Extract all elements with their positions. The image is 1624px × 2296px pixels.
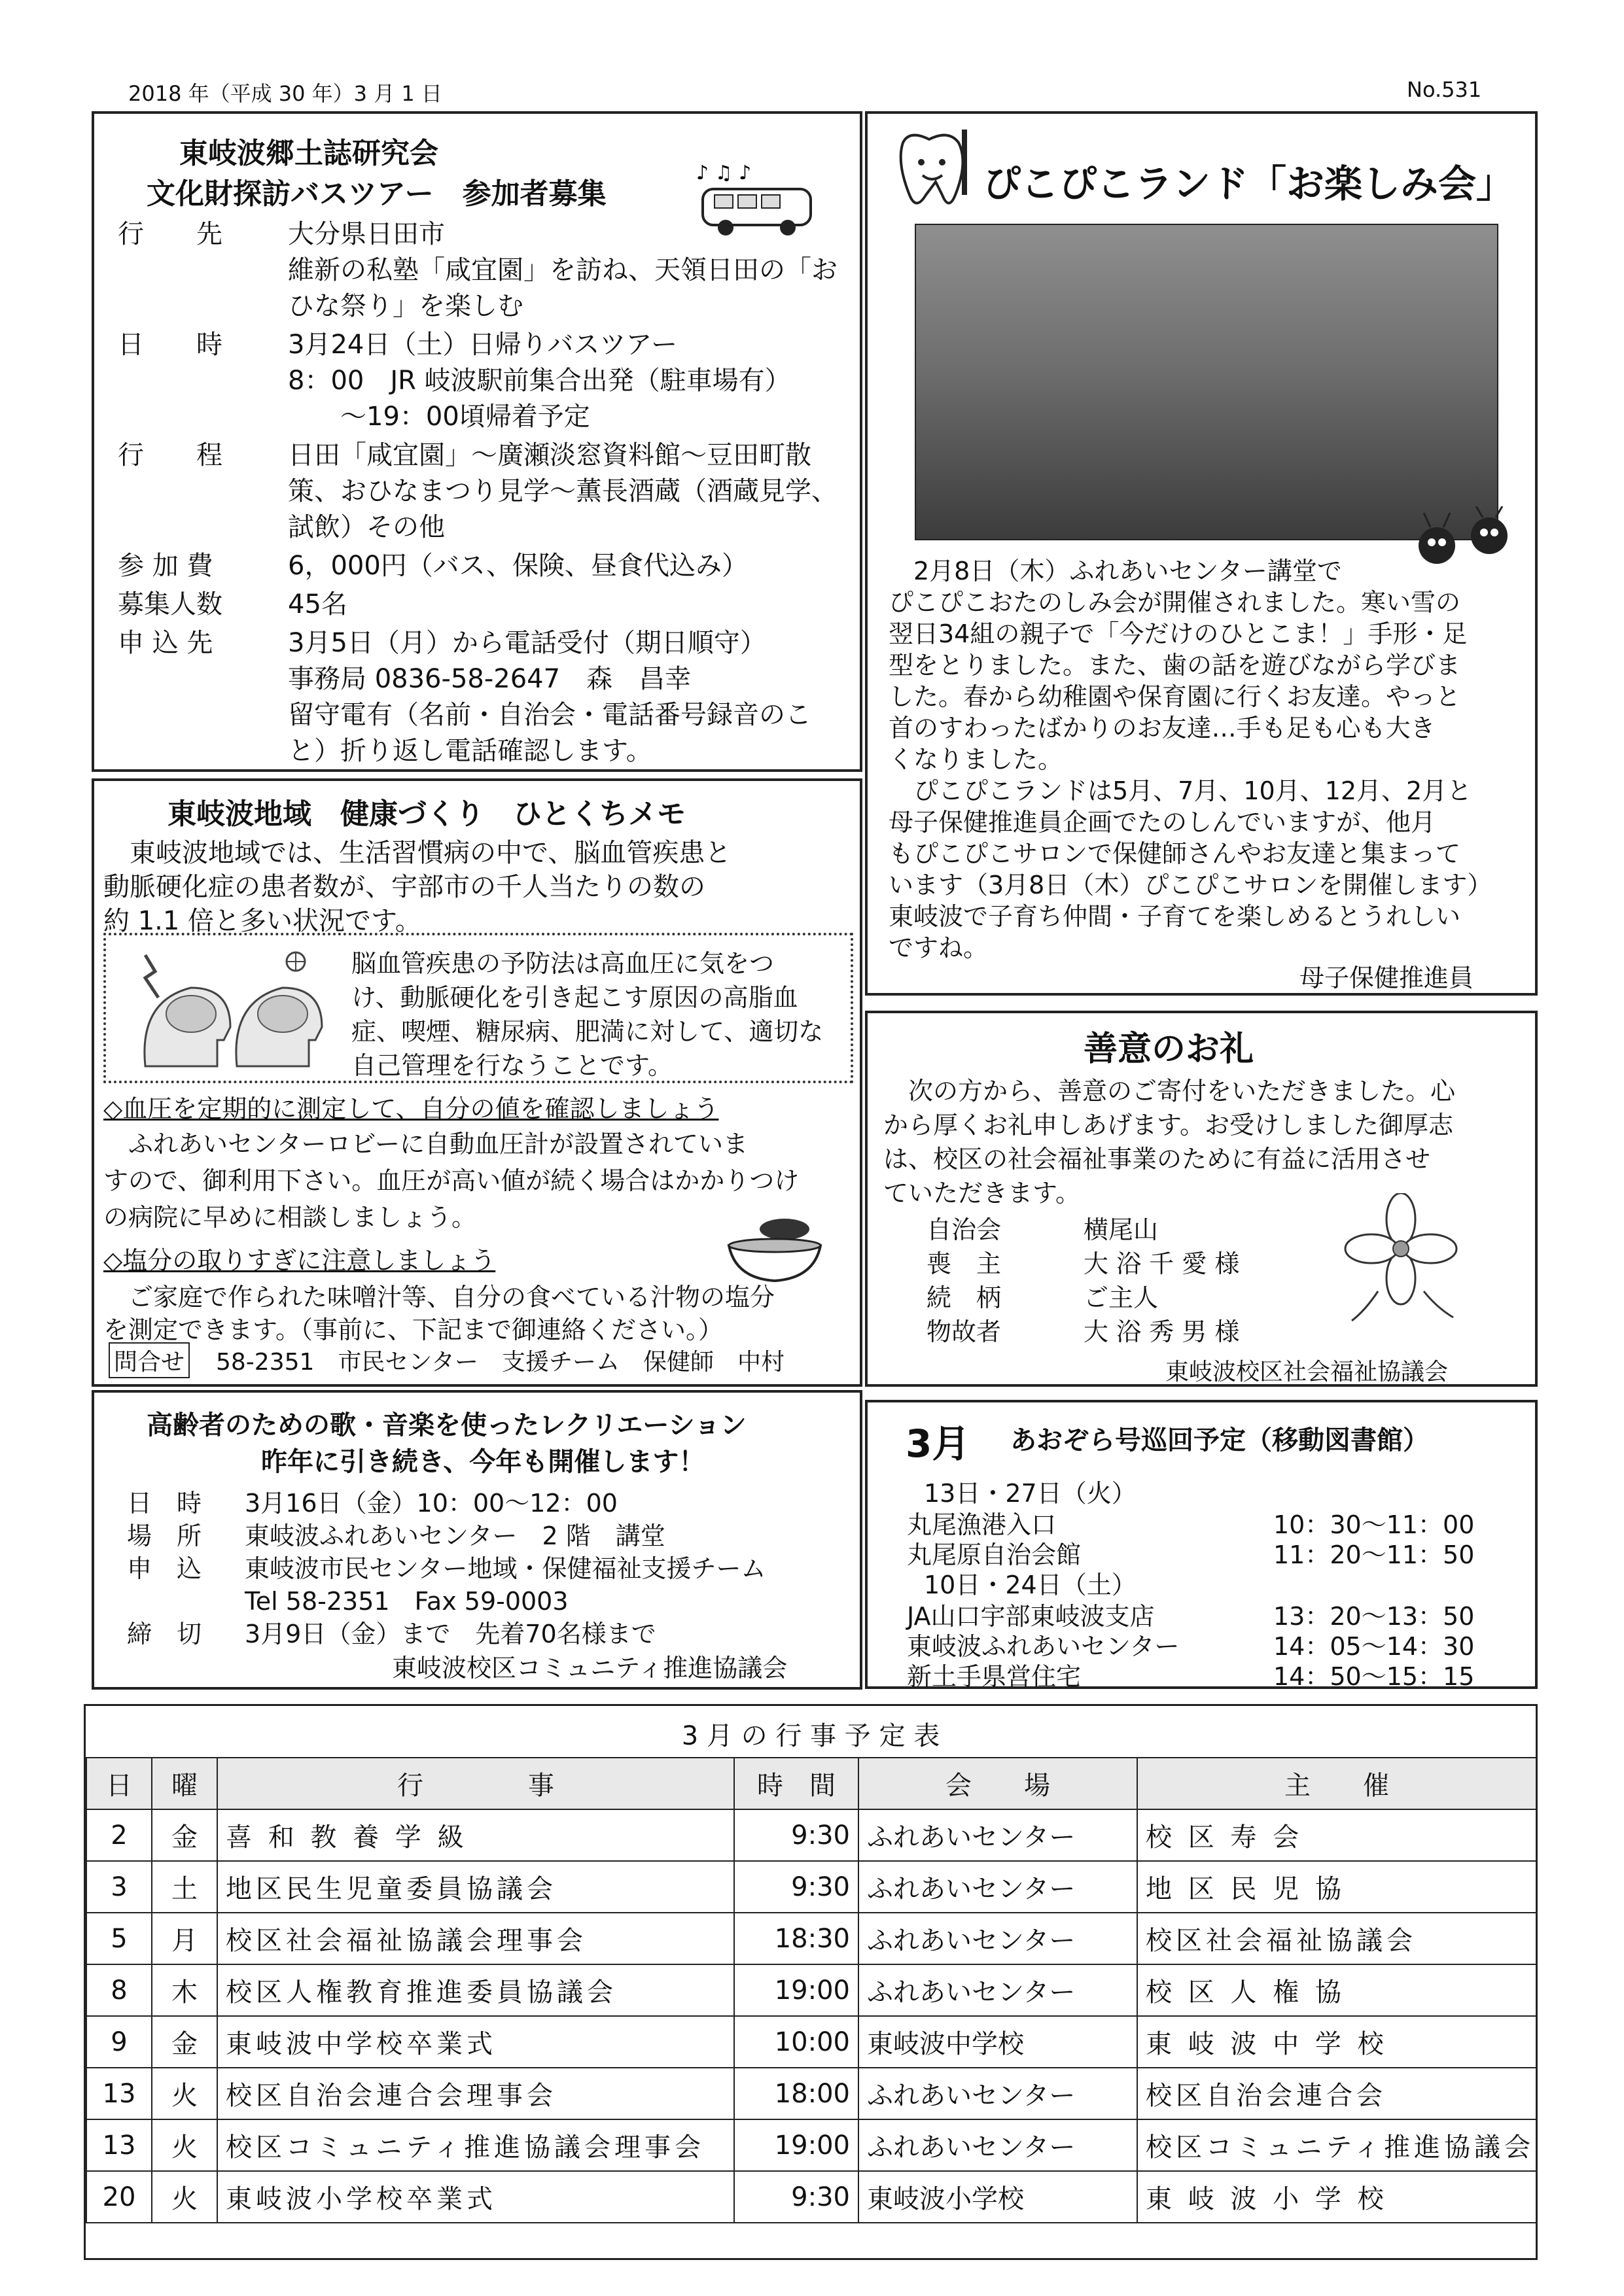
donor-row-value: 横尾山: [1084, 1215, 1159, 1244]
schedule-weekday-cell: 火: [152, 2171, 217, 2223]
schedule-time-cell: 18:30: [734, 1913, 858, 1964]
schedule-day-cell: 8: [86, 1964, 152, 2016]
recreation-row-label: 日 時: [127, 1489, 202, 1518]
recreation-row-label: 締 切: [127, 1620, 202, 1648]
schedule-weekday-cell: 火: [152, 2068, 217, 2119]
donor-row-value: 大 浴 秀 男 様: [1084, 1317, 1240, 1346]
schedule-day-cell: 2: [86, 1809, 152, 1861]
schedule-event-cell: 校区コミュニティ推進協議会理事会: [217, 2119, 734, 2171]
schedule-day-cell: 20: [86, 2171, 152, 2223]
donor-row-value: 大 浴 千 愛 様: [1084, 1249, 1240, 1278]
bus-tour-row-label: 日 時: [118, 330, 222, 360]
goodwill-body-line: は、校区の社会福祉事業のために有益に活用させ: [883, 1145, 1431, 1174]
library-stop-place: 新土手県営住宅: [907, 1662, 1082, 1691]
bus-tour-row-text: 事務局 0836-58-2647 森 昌幸: [288, 664, 692, 694]
schedule-time-cell: 9:30: [734, 2171, 858, 2223]
health-intro-line: 東岐波地域では、生活習慣病の中で、脳血管疾患と: [103, 838, 732, 868]
schedule-time-cell: 9:30: [734, 1809, 858, 1861]
miso-soup-bowl-icon: [722, 1213, 827, 1285]
bus-tour-row-text: 日田「咸宜園」～廣瀬淡窓資料館～豆田町散: [288, 440, 811, 470]
pikopiko-signature: 母子保健推進員: [1299, 964, 1474, 992]
schedule-host-cell: 校区自治会連合会: [1137, 2068, 1536, 2119]
col-header-event: 行 事: [217, 1758, 734, 1809]
event-photo: [915, 224, 1498, 540]
bp-heading: ◇血圧を定期的に測定して、自分の値を確認しましょう: [103, 1094, 719, 1123]
contact-text: 58-2351 市民センター 支援チーム 保健師 中村: [216, 1349, 785, 1376]
schedule-venue-cell: ふれあいセンター: [858, 2068, 1137, 2119]
health-highlight-line: 自己管理を行なうことです。: [351, 1051, 673, 1080]
mobile-library-box: [865, 1400, 1538, 1689]
schedule-title: 3 月 の 行 事 予 定 表: [681, 1721, 940, 1751]
donor-row-label: 喪 主: [927, 1249, 1002, 1278]
library-stop-time: 11：20～11：50: [1273, 1540, 1475, 1569]
pikopiko-title: ぴこぴこランド「お楽しみ会」: [983, 162, 1515, 206]
schedule-venue-cell: ふれあいセンター: [858, 1913, 1137, 1964]
library-stop-place: 丸尾原自治会館: [907, 1540, 1082, 1569]
goodwill-body-line: ていただきます。: [883, 1179, 1080, 1208]
recreation-row-value: 3月16日（金）10：00～12：00: [245, 1489, 618, 1518]
schedule-row: [86, 2068, 1536, 2119]
pikopiko-body-line: います（3月8日（木）ぴこぴこサロンを開催します）: [889, 871, 1492, 899]
pikopiko-body-line: 2月8日（木）ふれあいセンター講堂で: [889, 557, 1342, 585]
schedule-row: [86, 1809, 1536, 1861]
pikopiko-body-line: もぴこぴこサロンで保健師さんやお友達と集まって: [889, 839, 1461, 868]
schedule-venue-cell: ふれあいセンター: [858, 2119, 1137, 2171]
bus-tour-row-text: 8：00 JR 岐波駅前集合出発（駐車場有）: [288, 366, 791, 396]
bus-tour-row-text: 45名: [288, 589, 347, 619]
donor-row-label: 物故者: [927, 1317, 1002, 1346]
svg-text:♪ ♫ ♪: ♪ ♫ ♪: [696, 162, 752, 184]
recreation-box: [92, 1390, 862, 1690]
schedule-host-cell: 東 岐 波 中 学 校: [1137, 2016, 1536, 2068]
health-highlight-line: け、動脈硬化を引き起こす原因の高脂血: [351, 983, 798, 1012]
goodwill-body-line: から厚くお礼申しあげます。お受けしました御厚志: [883, 1111, 1453, 1139]
library-stop-time: 14：05～14：30: [1273, 1632, 1475, 1661]
pikopiko-body-line: ですね。: [889, 933, 989, 962]
schedule-day-cell: 5: [86, 1913, 152, 1964]
library-date: 13日・27日（火）: [924, 1479, 1137, 1508]
library-date: 10日・24日（土）: [924, 1571, 1137, 1599]
bus-tour-row-text: ～19：00頃帰着予定: [288, 402, 590, 432]
bus-tour-row-text: 留守電有（名前・自治会・電話番号録音のこ: [288, 700, 811, 730]
pikopiko-body-line: 型をとりました。また、歯の話を遊びながら学びま: [889, 651, 1461, 680]
health-highlight-line: 症、喫煙、糖尿病、肥満に対して、適切な: [351, 1017, 824, 1046]
bus-tour-row-text: と）折り返し電話確認します。: [288, 736, 652, 766]
schedule-header-row: [86, 1758, 1536, 1809]
bus-tour-row-text: 3月5日（月）から電話受付（期日順守）: [288, 628, 766, 658]
schedule-venue-cell: ふれあいセンター: [858, 1861, 1137, 1913]
schedule-day-cell: 3: [86, 1861, 152, 1913]
health-highlight-box: [103, 933, 853, 1083]
salt-body-line: ご家庭で作られた味噌汁等、自分の食べている汁物の塩分: [103, 1283, 775, 1312]
schedule-row: [86, 2119, 1536, 2171]
schedule-event-cell: 地区民生児童委員協議会: [217, 1861, 734, 1913]
recreation-row-value: 東岐波ふれあいセンター 2 階 講堂: [245, 1522, 665, 1550]
bus-tour-row-label: 参 加 費: [118, 551, 213, 581]
schedule-row: [86, 2171, 1536, 2223]
schedule-weekday-cell: 木: [152, 1964, 217, 2016]
pikopiko-box: [865, 111, 1538, 996]
salt-heading: ◇塩分の取りすぎに注意しましょう: [103, 1246, 496, 1275]
pikopiko-body-line: ぴこぴこランドは5月、7月、10月、12月、2月と: [889, 776, 1472, 805]
library-stop-place: JA山口宇部東岐波支店: [907, 1602, 1155, 1631]
schedule-host-cell: 校区社会福祉協議会: [1137, 1913, 1536, 1964]
bus-tour-row-label: 行 先: [118, 219, 222, 249]
schedule-venue-cell: ふれあいセンター: [858, 1964, 1137, 2016]
pikopiko-body-line: 翌日34組の親子で「今だけのひとこま！」手形・足: [889, 619, 1468, 648]
schedule-row: [86, 1913, 1536, 1964]
bus-tour-row-label: 行 程: [118, 440, 222, 470]
recreation-row-label: 申 込: [127, 1554, 202, 1583]
bus-tour-row-label: 申 込 先: [118, 628, 213, 658]
col-header-time: 時 間: [734, 1758, 858, 1809]
goodwill-box: [865, 1011, 1538, 1387]
schedule-event-cell: 東岐波小学校卒業式: [217, 2171, 734, 2223]
library-month: 3月: [906, 1421, 970, 1466]
pikopiko-body-line: 首のすわったばかりのお友達…手も足も心も大き: [889, 714, 1436, 742]
schedule-time-cell: 9:30: [734, 1861, 858, 1913]
recreation-title: 高齢者のための歌・音楽を使ったレクリエーション: [147, 1410, 747, 1440]
bp-body-line: すので、御利用下さい。血圧が高い値が続く場合はかかりつけ: [103, 1166, 800, 1195]
recreation-row-value: Tel 58-2351 Fax 59-0003: [245, 1587, 569, 1616]
bus-tour-row-text: 3月24日（土）日帰りバスツアー: [288, 330, 678, 360]
schedule-day-cell: 13: [86, 2068, 152, 2119]
library-title: あおぞら号巡回予定（移動図書館）: [1010, 1425, 1429, 1455]
flower-illustration-icon: [1339, 1193, 1463, 1324]
health-title: 東岐波地域 健康づくり ひとくちメモ: [168, 797, 686, 831]
goodwill-body-line: 次の方から、善意のご寄付をいただきました。心: [883, 1077, 1456, 1105]
bus-tour-row-label: 募集人数: [118, 589, 222, 619]
recreation-subtitle: 昨年に引き続き、今年も開催します！: [261, 1447, 705, 1477]
bus-tour-box: [92, 111, 862, 772]
bus-tour-row-text: 策、おひなまつり見学～薫長酒蔵（酒蔵見学、: [288, 476, 838, 506]
health-intro-line: 動脈硬化症の患者数が、宇部市の千人当たりの数の: [103, 872, 705, 902]
schedule-row: [86, 1861, 1536, 1913]
goodwill-signature: 東岐波校区社会福祉協議会: [1165, 1359, 1449, 1385]
bus-tour-row-text: ひな祭り」を楽しむ: [288, 291, 523, 321]
recreation-row-value: 3月9日（金）まで 先着70名様まで: [245, 1620, 656, 1648]
bp-body-line: ふれあいセンターロビーに自動血圧計が設置されていま: [103, 1130, 748, 1158]
recreation-signature: 東岐波校区コミュニティ推進協議会: [392, 1654, 788, 1682]
bus-tour-row-text: 大分県日田市: [288, 219, 445, 249]
schedule-host-cell: 校 区 寿 会: [1137, 1809, 1536, 1861]
bug-character-icon: [1404, 506, 1522, 585]
pikopiko-body-line: 母子保健推進員企画でたのしんでいますが、他月: [889, 808, 1436, 837]
pikopiko-body-line: くなりました。: [889, 745, 1063, 774]
donor-row-label: 続 柄: [927, 1283, 1002, 1312]
schedule-host-cell: 地 区 民 児 協: [1137, 1861, 1536, 1913]
schedule-weekday-cell: 月: [152, 1913, 217, 1964]
schedule-host-cell: 校区コミュニティ推進協議会: [1137, 2119, 1536, 2171]
brain-head-icon: [119, 942, 335, 1079]
schedule-time-cell: 10:00: [734, 2016, 858, 2068]
col-header-venue: 会 場: [858, 1758, 1137, 1809]
library-stop-place: 東岐波ふれあいセンター: [907, 1632, 1180, 1661]
bus-tour-row-text: 6，000円（バス、保険、昼食代込み）: [288, 551, 748, 581]
schedule-weekday-cell: 土: [152, 1861, 217, 1913]
schedule-time-cell: 19:00: [734, 1964, 858, 2016]
schedule-row: [86, 2016, 1536, 2068]
schedule-venue-cell: 東岐波小学校: [858, 2171, 1137, 2223]
donor-row-value: ご主人: [1084, 1283, 1159, 1312]
library-stop-time: 13：20～13：50: [1273, 1602, 1475, 1631]
schedule-time-cell: 19:00: [734, 2119, 858, 2171]
bp-body-line: の病院に早めに相談しましょう。: [103, 1203, 477, 1232]
tooth-mascot-icon: [883, 123, 981, 221]
library-stop-time: 10：30～11：00: [1273, 1510, 1475, 1539]
schedule-weekday-cell: 金: [152, 1809, 217, 1861]
library-stop-time: 14：50～15：15: [1273, 1662, 1475, 1691]
schedule-row: [86, 1964, 1536, 2016]
schedule-event-cell: 校区社会福祉協議会理事会: [217, 1913, 734, 1964]
bus-tour-title: 文化財探訪バスツアー 参加者募集: [147, 177, 607, 211]
schedule-weekday-cell: 火: [152, 2119, 217, 2171]
col-header-host: 主 催: [1137, 1758, 1536, 1809]
library-stop-place: 丸尾漁港入口: [907, 1510, 1057, 1539]
schedule-event-cell: 喜 和 教 養 学 級: [217, 1809, 734, 1861]
salt-body-line: を測定できます。（事前に、下記まで御連絡ください。）: [103, 1315, 723, 1344]
schedule-event-cell: 東岐波中学校卒業式: [217, 2016, 734, 2068]
recreation-row-label: 場 所: [127, 1522, 202, 1550]
issue-number: No.531: [1407, 77, 1482, 102]
schedule-day-cell: 13: [86, 2119, 152, 2171]
schedule-venue-cell: ふれあいセンター: [858, 1809, 1137, 1861]
health-intro-line: 約 1.1 倍と多い状況です。: [103, 906, 421, 936]
col-header-weekday: 曜: [152, 1758, 217, 1809]
schedule-event-cell: 校区人権教育推進委員協議会: [217, 1964, 734, 2016]
health-memo-box: [92, 778, 862, 1387]
health-highlight-line: 脳血管疾患の予防法は高血圧に気をつ: [351, 949, 775, 978]
col-header-day: 日: [86, 1758, 152, 1809]
donor-row-label: 自治会: [927, 1215, 1002, 1244]
schedule-venue-cell: 東岐波中学校: [858, 2016, 1137, 2068]
schedule-host-cell: 東 岐 波 小 学 校: [1137, 2171, 1536, 2223]
schedule-event-cell: 校区自治会連合会理事会: [217, 2068, 734, 2119]
schedule-table: [86, 1757, 1537, 2223]
pikopiko-body-line: ぴこぴこおたのしみ会が開催されました。寒い雪の: [889, 588, 1461, 617]
schedule-time-cell: 18:00: [734, 2068, 858, 2119]
contact-label: 問合せ: [109, 1342, 190, 1378]
schedule-host-cell: 校 区 人 権 協: [1137, 1964, 1536, 2016]
bus-tour-row-text: 試飲）その他: [288, 512, 445, 542]
pikopiko-body-line: した。春から幼稚園や保育園に行くお友達。やっと: [889, 682, 1461, 711]
goodwill-title: 善意のお礼: [1084, 1030, 1254, 1069]
schedule-day-cell: 9: [86, 2016, 152, 2068]
bus-tour-title-org: 東岐波郷土誌研究会: [179, 137, 438, 170]
schedule-weekday-cell: 金: [152, 2016, 217, 2068]
pikopiko-body-line: 東岐波で子育ち仲間・子育てを楽しめるとうれしい: [889, 902, 1461, 931]
newsletter-date: 2018 年（平成 30 年）3 月 1 日: [128, 81, 442, 106]
bus-tour-row-text: 維新の私塾「咸宜園」を訪ね、天領日田の「お: [288, 255, 838, 285]
bus-icon: [683, 153, 821, 238]
recreation-row-value: 東岐波市民センター地域・保健福祉支援チーム: [245, 1554, 766, 1583]
